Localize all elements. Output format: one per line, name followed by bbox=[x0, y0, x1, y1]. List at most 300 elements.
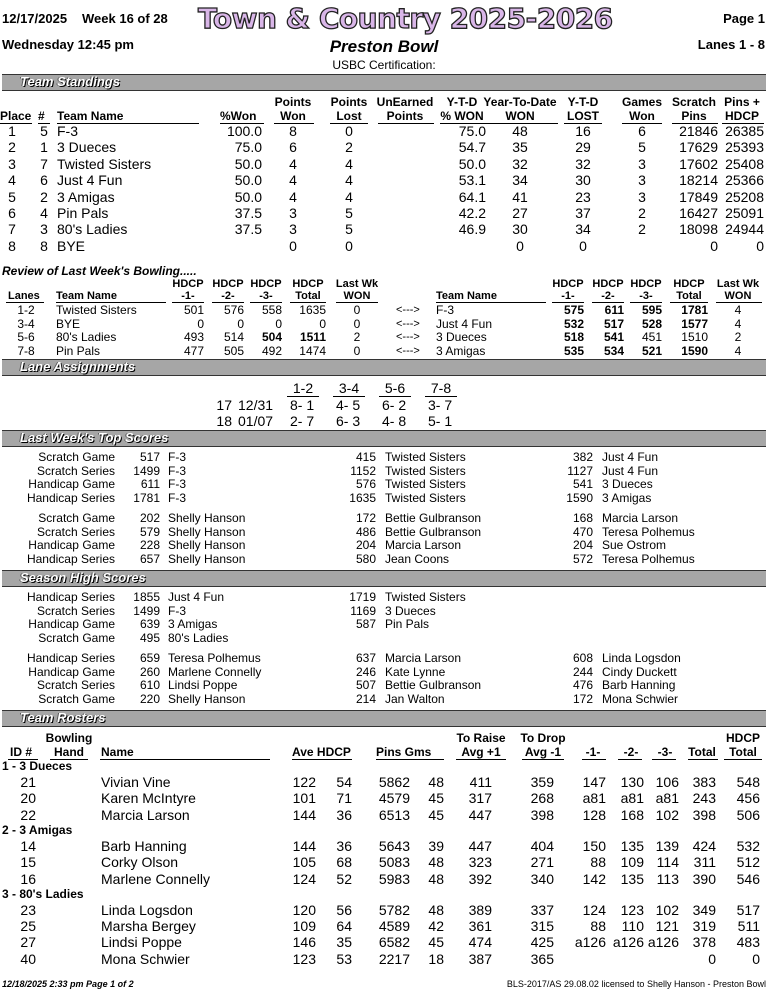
standings-cell: 41 bbox=[512, 188, 528, 205]
score-label: Handicap Game bbox=[28, 477, 115, 492]
score-value-3: 172 bbox=[572, 691, 593, 706]
score-value-3: 382 bbox=[572, 450, 593, 464]
roster-cell: 130 bbox=[620, 774, 644, 790]
review-score-a: 514 bbox=[223, 330, 244, 345]
score-label: Scratch Series bbox=[36, 524, 115, 539]
roster-cell: 48 bbox=[428, 901, 444, 918]
review-score-a: 558 bbox=[261, 303, 282, 317]
standings-cell: 17602 bbox=[679, 155, 718, 172]
score-label: Scratch Game bbox=[38, 630, 115, 645]
lane-week: 17 bbox=[216, 397, 232, 413]
roster-cell: 36 bbox=[336, 837, 352, 854]
standings-cell: 25091 bbox=[725, 205, 764, 221]
standings-cell: 46.9 bbox=[458, 221, 486, 238]
standings-cell: 2 bbox=[8, 139, 16, 156]
review-score-b: 4 bbox=[734, 343, 742, 358]
score-name-1: Just 4 Fun bbox=[168, 590, 225, 604]
lane-pair-header: 7-8 bbox=[430, 380, 452, 396]
lane-pair-header: 3-4 bbox=[338, 380, 360, 396]
roster-cell: 389 bbox=[468, 901, 492, 918]
review-score-a: 0 bbox=[319, 316, 326, 331]
score-name-1: Shelly Hanson bbox=[168, 538, 246, 553]
roster-cell: 447 bbox=[468, 806, 492, 823]
review-team-a: Twisted Sisters bbox=[56, 303, 137, 317]
roster-cell: 390 bbox=[692, 870, 716, 887]
roster-cell: 40 bbox=[20, 950, 36, 967]
review-team-b: 3 Dueces bbox=[436, 330, 487, 345]
score-name-1: F-3 bbox=[168, 450, 186, 464]
score-value-2: 204 bbox=[355, 538, 376, 553]
standings-cell: 32 bbox=[575, 155, 591, 172]
lane-matchup: 4- 8 bbox=[382, 413, 407, 429]
score-value-1: 1855 bbox=[133, 590, 160, 604]
roster-cell: a81 bbox=[582, 790, 606, 807]
score-name-1: Shelly Hanson bbox=[168, 691, 246, 706]
score-value-3: 1590 bbox=[566, 490, 593, 505]
standings-cell: 24944 bbox=[725, 221, 764, 238]
bowling-center: Preston Bowl bbox=[329, 37, 439, 56]
score-value-3: 470 bbox=[572, 524, 593, 539]
review-score-a: 504 bbox=[261, 330, 282, 345]
standings-cell: 29 bbox=[575, 139, 591, 156]
score-value-1: 639 bbox=[139, 617, 160, 632]
score-name-2: Twisted Sisters bbox=[385, 463, 466, 478]
standings-cell: 0 bbox=[345, 123, 353, 139]
roster-cell: 121 bbox=[655, 918, 679, 935]
footer-print-info: 12/18/2025 2:33 pm Page 1 of 2 bbox=[2, 979, 134, 989]
standings-cell: 4 bbox=[345, 155, 353, 172]
review-team-b: F-3 bbox=[436, 303, 454, 317]
roster-cell: 52 bbox=[336, 870, 352, 887]
score-value-2: 214 bbox=[355, 691, 376, 706]
standings-cell: 25408 bbox=[725, 155, 764, 172]
score-value-2: 507 bbox=[355, 678, 376, 693]
roster-cell: 474 bbox=[468, 934, 492, 951]
review-score-a: 492 bbox=[261, 343, 282, 358]
roster-cell: 5083 bbox=[378, 854, 410, 871]
score-name-2: Twisted Sisters bbox=[385, 590, 466, 604]
score-name-3: Just 4 Fun bbox=[602, 463, 659, 478]
roster-cell: Barb Hanning bbox=[101, 837, 187, 854]
score-value-1: 657 bbox=[139, 551, 160, 566]
roster-cell: 18 bbox=[428, 950, 444, 967]
standings-cell: 25366 bbox=[725, 172, 764, 189]
roster-cell: 532 bbox=[736, 837, 760, 854]
score-label: Handicap Series bbox=[26, 651, 115, 665]
roster-team-name: 1 - 3 Dueces bbox=[2, 759, 73, 773]
standings-cell: 25208 bbox=[725, 188, 764, 205]
score-value-2: 172 bbox=[355, 511, 376, 525]
review-score-a: 477 bbox=[183, 343, 204, 358]
standings-cell: 16427 bbox=[679, 205, 718, 221]
review-score-b: 541 bbox=[603, 330, 624, 345]
review-score-b: 595 bbox=[641, 303, 662, 317]
roster-cell: 120 bbox=[292, 901, 316, 918]
roster-cell: 27 bbox=[20, 934, 36, 951]
standings-cell: 0 bbox=[516, 237, 524, 254]
score-label: Scratch Series bbox=[36, 603, 115, 618]
review-score-a: 505 bbox=[223, 343, 244, 358]
roster-cell: 340 bbox=[530, 870, 554, 887]
standings-cell: 75.0 bbox=[234, 139, 262, 156]
standings-cell: 5 bbox=[345, 221, 353, 238]
roster-cell: Lindsi Poppe bbox=[101, 934, 182, 951]
review-score-b: 518 bbox=[563, 330, 584, 345]
review-score-b: 517 bbox=[603, 316, 624, 331]
roster-cell: 512 bbox=[736, 854, 760, 871]
roster-cell: 56 bbox=[336, 901, 352, 918]
score-name-3: Linda Logsdon bbox=[602, 651, 681, 665]
standings-cell: 18098 bbox=[679, 221, 718, 238]
score-name-1: Lindsi Poppe bbox=[168, 678, 238, 693]
score-name-2: Kate Lynne bbox=[385, 664, 446, 679]
score-name-2: Marcia Larson bbox=[385, 538, 462, 553]
score-value-2: 1719 bbox=[349, 590, 376, 604]
score-label: Scratch Game bbox=[38, 691, 115, 706]
score-name-2: 3 Dueces bbox=[385, 603, 436, 618]
roster-cell: 88 bbox=[590, 918, 606, 935]
review-score-b: 611 bbox=[604, 303, 624, 317]
roster-cell: 109 bbox=[292, 918, 316, 935]
score-name-2: Bettie Gulbranson bbox=[385, 678, 482, 693]
roster-cell: 398 bbox=[692, 806, 716, 823]
score-value-2: 486 bbox=[355, 524, 376, 539]
score-name-2: Jan Walton bbox=[385, 691, 445, 706]
score-value-2: 580 bbox=[355, 551, 376, 566]
roster-cell: Mona Schwier bbox=[101, 950, 190, 967]
roster-cell: Karen McIntyre bbox=[101, 790, 196, 807]
score-value-1: 611 bbox=[140, 477, 160, 492]
review-lanes: 3-4 bbox=[17, 316, 35, 331]
review-score-b: 1781 bbox=[681, 303, 708, 317]
roster-cell: 5983 bbox=[378, 870, 410, 887]
swap-arrow: <---> bbox=[396, 317, 420, 330]
lane-pair-header: 5-6 bbox=[384, 380, 406, 396]
score-name-2: Bettie Gulbranson bbox=[385, 511, 482, 525]
roster-cell: 411 bbox=[469, 774, 492, 790]
roster-cell: 361 bbox=[468, 918, 492, 935]
lane-matchup: 6- 3 bbox=[336, 413, 361, 429]
standings-cell: 7 bbox=[8, 221, 16, 238]
roster-cell: 483 bbox=[736, 934, 760, 951]
roster-cell: 135 bbox=[620, 837, 644, 854]
lane-matchup: 4- 5 bbox=[336, 397, 361, 413]
section-last-week-top-scores: Last Week's Top Scores bbox=[2, 430, 766, 447]
roster-cell: 5782 bbox=[378, 901, 410, 918]
score-name-2: Twisted Sisters bbox=[385, 490, 466, 505]
standings-cell: 100.0 bbox=[226, 123, 262, 139]
roster-cell: 317 bbox=[468, 790, 492, 807]
roster-cell: 71 bbox=[336, 790, 352, 807]
roster-cell: 456 bbox=[736, 790, 760, 807]
roster-cell: 53 bbox=[336, 950, 352, 967]
standings-cell: 5 bbox=[638, 139, 646, 156]
review-score-a: 1511 bbox=[299, 330, 326, 345]
score-value-1: 1499 bbox=[133, 463, 160, 478]
score-label: Handicap Game bbox=[28, 664, 115, 679]
roster-cell: 124 bbox=[292, 870, 316, 887]
score-name-2: Pin Pals bbox=[385, 617, 430, 632]
score-name-2: Twisted Sisters bbox=[385, 477, 466, 492]
roster-cell: 271 bbox=[530, 854, 554, 871]
roster-cell: 447 bbox=[468, 837, 492, 854]
roster-cell: 0 bbox=[752, 950, 760, 967]
roster-cell: 311 bbox=[693, 854, 716, 871]
score-name-3: Just 4 Fun bbox=[602, 450, 659, 464]
score-label: Handicap Series bbox=[26, 590, 115, 604]
lanes-range: Lanes 1 - 8 bbox=[697, 37, 765, 52]
swap-arrow: <---> bbox=[396, 331, 420, 344]
review-team-a: 80's Ladies bbox=[56, 330, 117, 345]
standings-cell: 3 bbox=[289, 205, 297, 221]
lane-matchup: 8- 1 bbox=[290, 397, 315, 413]
score-value-1: 579 bbox=[139, 524, 160, 539]
review-score-a: 0 bbox=[197, 316, 204, 331]
score-value-2: 587 bbox=[355, 617, 376, 632]
roster-cell: 546 bbox=[736, 870, 760, 887]
day-time: Wednesday 12:45 pm bbox=[2, 37, 134, 52]
review-score-a: 0 bbox=[353, 316, 361, 331]
roster-cell: 144 bbox=[292, 806, 316, 823]
standings-cell: Twisted Sisters bbox=[57, 155, 152, 172]
roster-cell: 4589 bbox=[378, 918, 410, 935]
roster-cell: 424 bbox=[692, 837, 716, 854]
roster-cell: Marcia Larson bbox=[101, 806, 190, 823]
standings-cell: 1 bbox=[8, 123, 16, 139]
score-value-1: 260 bbox=[139, 664, 160, 679]
roster-cell: 404 bbox=[530, 837, 554, 854]
score-value-3: 244 bbox=[572, 664, 593, 679]
review-score-b: 532 bbox=[563, 316, 584, 331]
roster-cell: 147 bbox=[582, 774, 606, 790]
roster-cell: 68 bbox=[336, 854, 352, 871]
lane-date: 12/31 bbox=[238, 397, 274, 413]
standings-cell: 37.5 bbox=[234, 205, 262, 221]
score-name-1: Marlene Connelly bbox=[168, 664, 262, 679]
score-value-2: 637 bbox=[355, 651, 376, 665]
roster-cell: 142 bbox=[582, 870, 606, 887]
roster-cell: 150 bbox=[582, 837, 606, 854]
review-score-b: 1577 bbox=[681, 316, 708, 331]
standings-cell: 54.7 bbox=[458, 139, 486, 156]
score-value-2: 1169 bbox=[350, 603, 376, 618]
score-label: Handicap Game bbox=[28, 617, 115, 632]
score-value-3: 204 bbox=[572, 538, 593, 553]
review-score-a: 1474 bbox=[299, 343, 326, 358]
score-value-1: 659 bbox=[139, 651, 160, 665]
standings-cell: 50.0 bbox=[234, 172, 262, 189]
roster-cell: 398 bbox=[530, 806, 554, 823]
score-value-2: 576 bbox=[355, 477, 376, 492]
roster-cell: 387 bbox=[468, 950, 492, 967]
standings-cell: 8 bbox=[40, 237, 48, 254]
footer-license: BLS-2017/AS 29.08.02 licensed to Shelly Hanson - Preston Bowl bbox=[506, 979, 766, 989]
standings-cell: 37.5 bbox=[234, 221, 262, 238]
score-name-3: 3 Dueces bbox=[602, 477, 653, 492]
usbc-certification: USBC Certification: bbox=[332, 58, 436, 72]
roster-cell: 5643 bbox=[378, 837, 410, 854]
score-name-1: 80's Ladies bbox=[168, 630, 229, 645]
roster-cell: 22 bbox=[20, 806, 36, 823]
roster-cell: 48 bbox=[428, 854, 444, 871]
section-team-standings: Team Standings bbox=[2, 74, 766, 91]
roster-cell: 383 bbox=[692, 774, 716, 790]
score-name-2: Bettie Gulbranson bbox=[385, 524, 482, 539]
standings-cell: Pin Pals bbox=[57, 205, 109, 221]
standings-cell: 37 bbox=[575, 205, 591, 221]
review-score-b: 528 bbox=[641, 316, 662, 331]
score-name-3: Mona Schwier bbox=[602, 691, 679, 706]
roster-cell: 506 bbox=[736, 806, 760, 823]
lane-pair-header: 1-2 bbox=[292, 380, 314, 396]
score-name-3: 3 Amigas bbox=[602, 490, 652, 505]
standings-cell: 3 bbox=[638, 155, 646, 172]
roster-cell: 106 bbox=[655, 774, 679, 790]
score-label: Handicap Series bbox=[26, 551, 115, 566]
review-team-b: Just 4 Fun bbox=[436, 316, 493, 331]
standings-cell: Just 4 Fun bbox=[57, 172, 123, 189]
score-value-2: 1635 bbox=[349, 490, 376, 505]
standings-cell: 50.0 bbox=[234, 188, 262, 205]
score-label: Handicap Series bbox=[26, 490, 115, 505]
standings-cell: 2 bbox=[638, 205, 646, 221]
roster-cell: 243 bbox=[692, 790, 716, 807]
lane-matchup: 3- 7 bbox=[428, 397, 453, 413]
standings-cell: 0 bbox=[756, 237, 764, 254]
roster-cell: Linda Logsdon bbox=[101, 901, 193, 918]
review-score-b: 1590 bbox=[681, 343, 708, 358]
roster-cell: 88 bbox=[590, 854, 606, 871]
standings-cell: 18214 bbox=[679, 172, 718, 189]
roster-cell: 319 bbox=[692, 918, 716, 935]
standings-cell: 23 bbox=[575, 188, 591, 205]
score-value-2: 415 bbox=[355, 450, 376, 464]
score-value-1: 228 bbox=[139, 538, 160, 553]
review-score-b: 2 bbox=[734, 330, 742, 345]
score-value-3: 1127 bbox=[567, 463, 593, 478]
roster-cell: 105 bbox=[292, 854, 316, 871]
roster-cell: 168 bbox=[620, 806, 644, 823]
standings-cell: 3 bbox=[40, 221, 48, 238]
review-score-b: 1510 bbox=[681, 330, 708, 345]
score-name-2: Marcia Larson bbox=[385, 651, 462, 665]
review-team-a: Pin Pals bbox=[56, 343, 101, 358]
standings-cell: 5 bbox=[345, 205, 353, 221]
standings-cell: 3 bbox=[638, 172, 646, 189]
standings-cell: 1 bbox=[40, 139, 48, 156]
score-label: Scratch Game bbox=[38, 511, 115, 525]
roster-cell: 123 bbox=[620, 901, 644, 918]
standings-cell: 17629 bbox=[679, 139, 718, 156]
score-value-2: 246 bbox=[355, 664, 376, 679]
roster-cell: 139 bbox=[655, 837, 679, 854]
roster-cell: 15 bbox=[20, 854, 36, 871]
score-name-1: F-3 bbox=[168, 490, 186, 505]
roster-cell: 0 bbox=[708, 950, 716, 967]
review-score-a: 0 bbox=[353, 303, 361, 317]
score-name-3: Barb Hanning bbox=[602, 678, 676, 693]
standings-cell: 0 bbox=[289, 237, 297, 254]
league-title: Town & Country 2025-2026 bbox=[198, 2, 613, 35]
standings-cell: 48 bbox=[512, 123, 528, 139]
review-team-b: 3 Amigas bbox=[436, 343, 486, 358]
standings-cell: 50.0 bbox=[234, 155, 262, 172]
standings-cell: 3 bbox=[638, 188, 646, 205]
standings-cell: BYE bbox=[57, 237, 86, 254]
roster-cell: 64 bbox=[336, 918, 352, 935]
review-score-b: 4 bbox=[734, 316, 742, 331]
standings-cell: 2 bbox=[40, 188, 48, 205]
score-value-3: 541 bbox=[572, 477, 593, 492]
standings-cell: 27 bbox=[512, 205, 528, 221]
review-score-a: 1635 bbox=[299, 303, 326, 317]
roster-team-name: 2 - 3 Amigas bbox=[2, 822, 73, 837]
score-value-3: 476 bbox=[572, 678, 593, 693]
roster-cell: 144 bbox=[292, 837, 316, 854]
roster-cell: 20 bbox=[20, 790, 36, 807]
roster-cell: 392 bbox=[468, 870, 492, 887]
lane-matchup: 6- 2 bbox=[382, 397, 407, 413]
standings-cell: 64.1 bbox=[458, 188, 486, 205]
standings-cell: 4 bbox=[289, 188, 297, 205]
review-score-b: 451 bbox=[641, 330, 662, 345]
roster-cell: 45 bbox=[428, 934, 444, 951]
score-value-1: 495 bbox=[139, 630, 160, 645]
roster-cell: a81 bbox=[655, 790, 679, 807]
score-name-1: F-3 bbox=[168, 603, 186, 618]
standings-cell: 3 bbox=[8, 155, 16, 172]
standings-cell: 6 bbox=[40, 172, 48, 189]
standings-cell: 0 bbox=[345, 237, 353, 254]
roster-cell: 323 bbox=[468, 854, 492, 871]
standings-cell: 32 bbox=[512, 155, 528, 172]
standings-cell: 4 bbox=[345, 172, 353, 189]
score-value-3: 572 bbox=[572, 551, 593, 566]
roster-cell: 110 bbox=[621, 918, 644, 935]
roster-cell: 123 bbox=[292, 950, 316, 967]
roster-cell: 2217 bbox=[378, 950, 410, 967]
standings-cell: 30 bbox=[512, 221, 528, 238]
score-label: Scratch Series bbox=[36, 678, 115, 693]
roster-cell: 21 bbox=[20, 774, 36, 790]
standings-cell: 6 bbox=[8, 205, 16, 221]
section-lane-assignments: Lane Assignments bbox=[2, 359, 766, 376]
score-name-1: Shelly Hanson bbox=[168, 511, 246, 525]
score-name-1: F-3 bbox=[168, 463, 186, 478]
roster-cell: a126 bbox=[647, 934, 679, 951]
standings-cell: 3 Amigas bbox=[57, 188, 115, 205]
roster-cell: 359 bbox=[530, 774, 554, 790]
review-score-b: 4 bbox=[734, 303, 742, 317]
standings-cell: 8 bbox=[8, 237, 16, 254]
roster-cell: a126 bbox=[574, 934, 606, 951]
standings-cell: 34 bbox=[512, 172, 528, 189]
standings-cell: 17849 bbox=[679, 188, 718, 205]
lane-matchup: 5- 1 bbox=[428, 413, 453, 429]
roster-cell: 36 bbox=[336, 806, 352, 823]
review-score-a: 2 bbox=[353, 330, 361, 345]
roster-cell: Marlene Connelly bbox=[101, 870, 210, 887]
review-score-a: 0 bbox=[237, 316, 244, 331]
review-lanes: 7-8 bbox=[17, 343, 35, 358]
review-score-a: 576 bbox=[223, 303, 244, 317]
standings-cell: 4 bbox=[40, 205, 48, 221]
review-score-b: 535 bbox=[563, 343, 584, 358]
roster-cell: 4579 bbox=[378, 790, 410, 807]
roster-cell: a126 bbox=[612, 934, 644, 951]
score-value-1: 610 bbox=[139, 678, 160, 693]
roster-cell: 54 bbox=[336, 774, 352, 790]
